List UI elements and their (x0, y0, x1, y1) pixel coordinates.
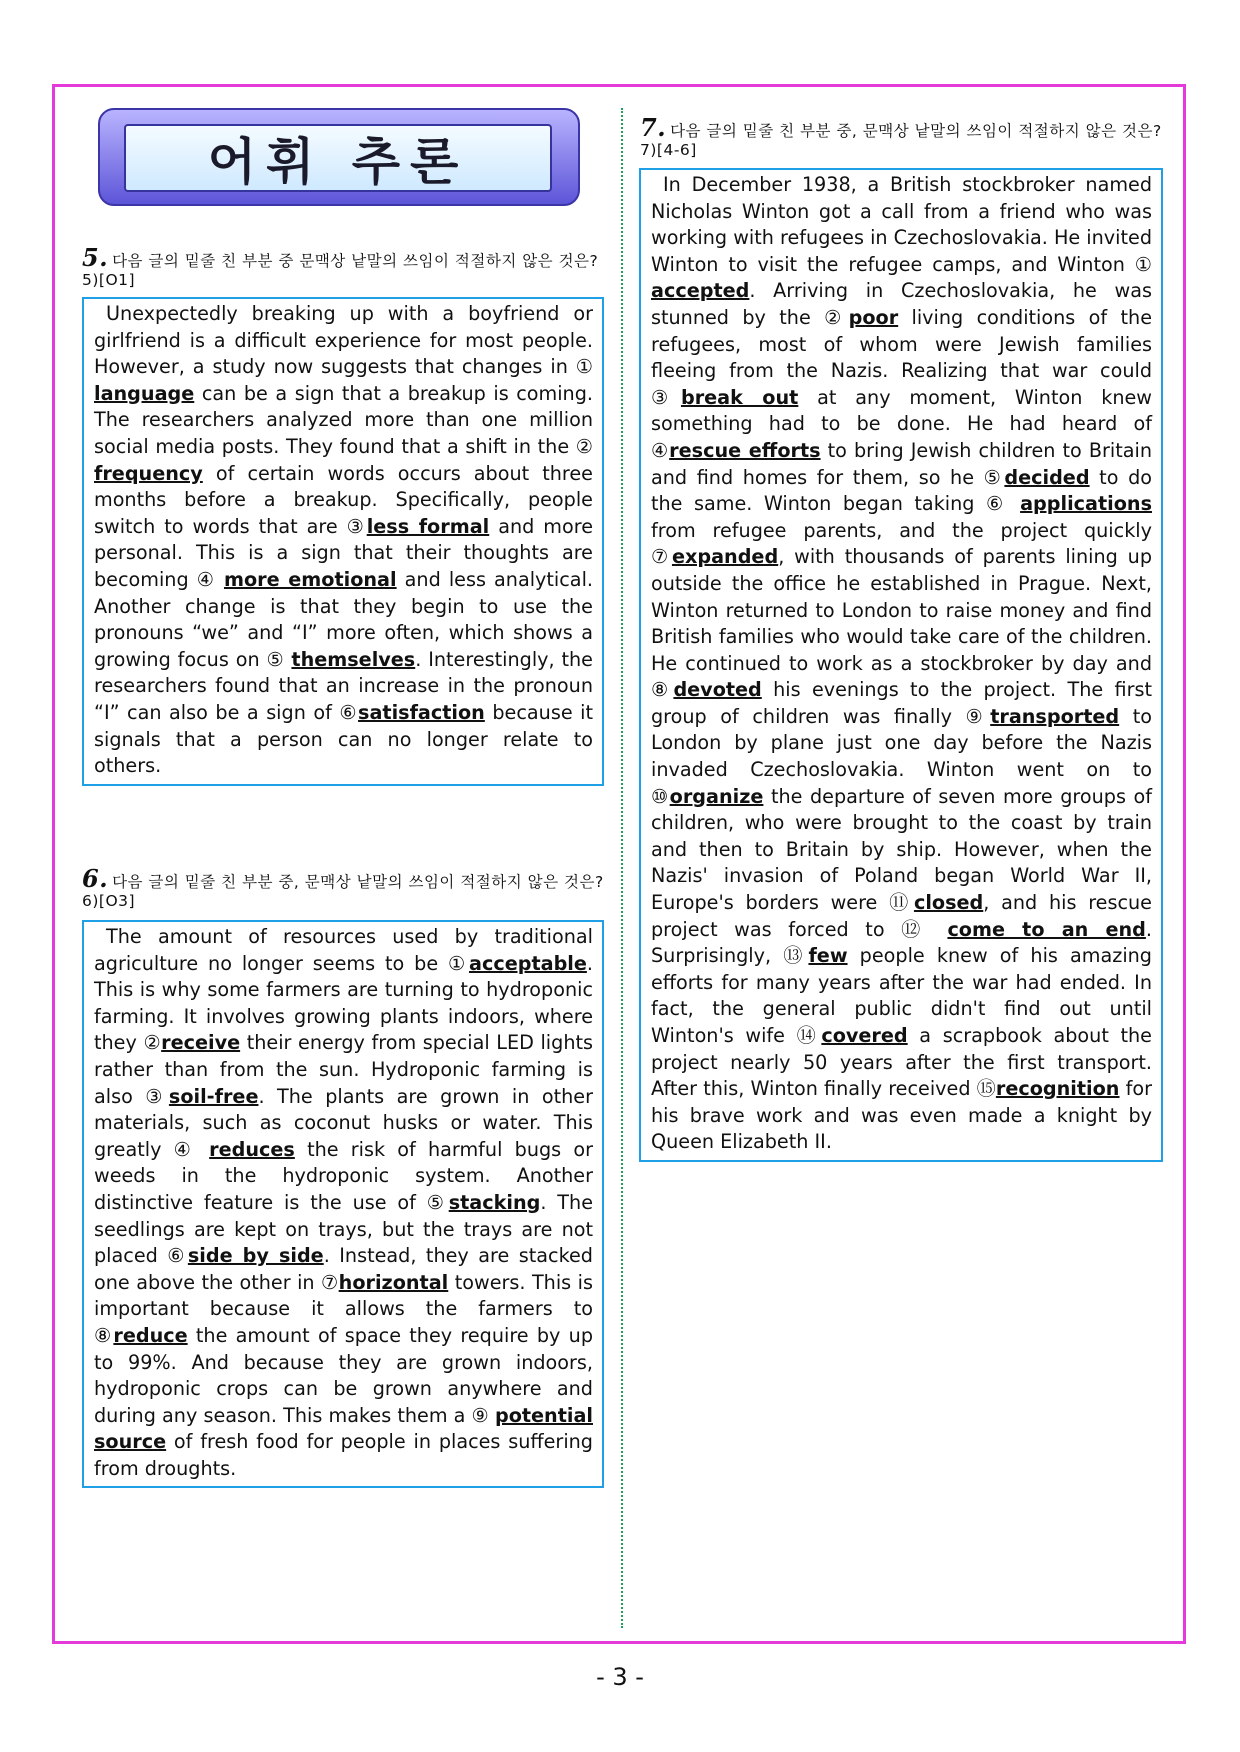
underlined-word: side by side (187, 1244, 324, 1268)
passage-6 (82, 920, 604, 1488)
question-number: 7. (640, 113, 667, 142)
passage-text: at any moment, Winton knew something had to be done. He had heard of ④ (651, 385, 1153, 462)
underlined-word: applications (1020, 492, 1152, 516)
underlined-word: devoted (673, 678, 762, 702)
question-5-header (82, 243, 604, 290)
question-7-header (640, 113, 1164, 160)
underlined-word: closed (913, 891, 984, 915)
passage-text: . Surprisingly, ⑬ (651, 917, 1152, 968)
underlined-word: covered (821, 1024, 908, 1047)
passage-text: The amount of resources used by traditional agriculture no longer seems to be ① (94, 925, 593, 975)
passage-text: . Arriving in Czechoslovakia, he was stunned by the ② (651, 279, 1152, 329)
passage-text: from refugee parents, and the project quickly ⑦ (651, 518, 1152, 569)
underlined-word: recognition (995, 1077, 1120, 1101)
underlined-word: language (94, 381, 195, 405)
underlined-word: soil-free (168, 1084, 259, 1108)
question-number: 5. (82, 243, 109, 272)
page-number: - 3 - (596, 1663, 644, 1691)
question-prompt: 다음 글의 밑줄 친 부분 중, 문맥상 낱말의 쓰임이 적절하지 않은 것은? (112, 873, 604, 891)
underlined-word: decided (1004, 465, 1090, 489)
underlined-word: rescue efforts (669, 438, 821, 462)
question-number: 6. (82, 864, 109, 893)
passage-text: . Interestingly, the researchers found that an increase in the pronoun “I” can also be a sign of ⑥ (94, 647, 593, 724)
passage-text: . This is why some farmers are turning to hydroponic farming. It involves growing plants indoors, where they ② (94, 951, 593, 1055)
passage-text: living conditions of the refugees, most of whom were Jewish families fleeing from the Nazis. Realizing that war could ③ (651, 305, 1153, 409)
passage-text: people knew of his amazing efforts for many years after the war had ended. In fact, the general public didn't find out until Winton's wife ⑭ (651, 944, 1152, 1047)
question-prompt: 다음 글의 밑줄 친 부분 중, 문맥상 낱말의 쓰임이 적절하지 않은 것은? (670, 122, 1162, 140)
passage-7 (639, 168, 1163, 1162)
passage-text: can be a sign that a breakup is coming. The researchers analyzed more than one million social media posts. They found that a shift in the ② (94, 381, 593, 458)
passage-text: , and his rescue project was forced to ⑫ (651, 891, 1152, 941)
passage-text: , with thousands of parents lining up outside the office he established in Prague. Next, Winton returned to London to raise money and find British families who would take care of the children. He continued to work as a stockbroker by day and ⑧ (651, 545, 1153, 702)
passage-text: because it signals that a person can no longer relate to others. (94, 700, 593, 778)
underlined-word: satisfaction (358, 700, 485, 724)
passage-text: . The plants are grown in other materials, such as coconut husks or water. This greatly ④ (94, 1084, 593, 1161)
passage-text: for his brave work and was even made a knight by Queen Elizabeth II. (651, 1077, 1153, 1154)
passage-text: . The seedlings are kept on trays, but the trays are not placed ⑥ (94, 1190, 593, 1268)
passage-text: of certain words occurs about three months before a breakup. Specifically, people switch to words that are ③ (94, 461, 593, 538)
column-divider (621, 108, 623, 1628)
passage-text: and less analytical. Another change is that they begin to use the pronouns “we” and “I” more often, which shows a growing focus on ⑤ (94, 567, 593, 671)
passage-text: Unexpectedly breaking up with a boyfriend or girlfriend is a difficult experience for most people. However, a study now suggests that changes in ① (94, 302, 593, 379)
underlined-word: horizontal (338, 1270, 449, 1294)
underlined-word: reduces (209, 1137, 295, 1161)
underlined-word: themselves (291, 647, 416, 671)
underlined-word: receive (161, 1031, 241, 1055)
passage-text: the risk of harmful bugs or weeds in the hydroponic system. Another distinctive feature is the use of ⑤ (94, 1137, 593, 1214)
passage-text: the departure of seven more groups of children, who were brought to the coast by train and then to Britain by ship. However, when the Nazis' invasion of Poland began World War II, Europe's borders were ⑪ (651, 784, 1153, 915)
passage-text: their energy from special LED lights rather than from the sun. Hydroponic farming is also ③ (94, 1031, 593, 1108)
underlined-word: frequency (94, 461, 203, 485)
underlined-word: less formal (366, 514, 490, 538)
passage-text: In December 1938, a British stockbroker named Nicholas Winton got a call from a friend who was working with refugees in Czechoslovakia. He invited Winton to visit the refugee camps, and Winton ① (651, 173, 1152, 276)
passage-text: and more personal. This is a sign that their thoughts are becoming ④ (94, 514, 593, 591)
underlined-word: more emotional (223, 567, 397, 591)
question-code: 5)[O1] (82, 271, 136, 289)
passage-text: towers. This is important because it allows the farmers to ⑧ (94, 1270, 593, 1347)
underlined-word: accepted (651, 279, 750, 303)
passage-5 (82, 297, 604, 786)
question-prompt: 다음 글의 밑줄 친 부분 중 문맥상 낱말의 쓰임이 적절하지 않은 것은? (112, 252, 599, 270)
question-6-header (82, 864, 604, 911)
passage-text: to London by plane just one day before the Nazis invaded Czechoslovakia. Winton went on to ⑩ (651, 704, 1152, 808)
passage-text: a scrapbook about the project nearly 50 years after the first transport. After this, Winton finally received ⑮ (651, 1024, 1152, 1101)
underlined-word: acceptable (469, 951, 587, 975)
section-title: 어휘 추론 (207, 133, 469, 191)
passage-text: . Instead, they are stacked one above the other in ⑦ (94, 1244, 593, 1294)
underlined-word: transported (990, 704, 1120, 728)
passage-text: to do the same. Winton began taking ⑥ (651, 465, 1152, 516)
section-title-panel (124, 124, 552, 192)
underlined-word: potential source (94, 1403, 593, 1454)
underlined-word: organize (669, 784, 764, 808)
passage-text: to bring Jewish children to Britain and find homes for them, so he ⑤ (651, 438, 1152, 489)
underlined-word: reduce (113, 1323, 188, 1347)
passage-text: of fresh food for people in places suffering from droughts. (94, 1430, 593, 1480)
question-code: 6)[O3] (82, 892, 136, 910)
underlined-word: come to an end (947, 917, 1146, 941)
passage-text: the amount of space they require by up to 99%. And because they are grown indoors, hydroponic crops can be grown anywhere and during any season. This makes them a ⑨ (94, 1323, 594, 1427)
underlined-word: few (808, 944, 848, 968)
underlined-word: poor (848, 305, 899, 329)
underlined-word: stacking (448, 1190, 541, 1214)
question-code: 7)[4-6] (640, 141, 697, 159)
passage-text: his evenings to the project. The first group of children was finally ⑨ (651, 678, 1152, 728)
underlined-word: break out (680, 385, 799, 409)
underlined-word: expanded (671, 545, 779, 569)
